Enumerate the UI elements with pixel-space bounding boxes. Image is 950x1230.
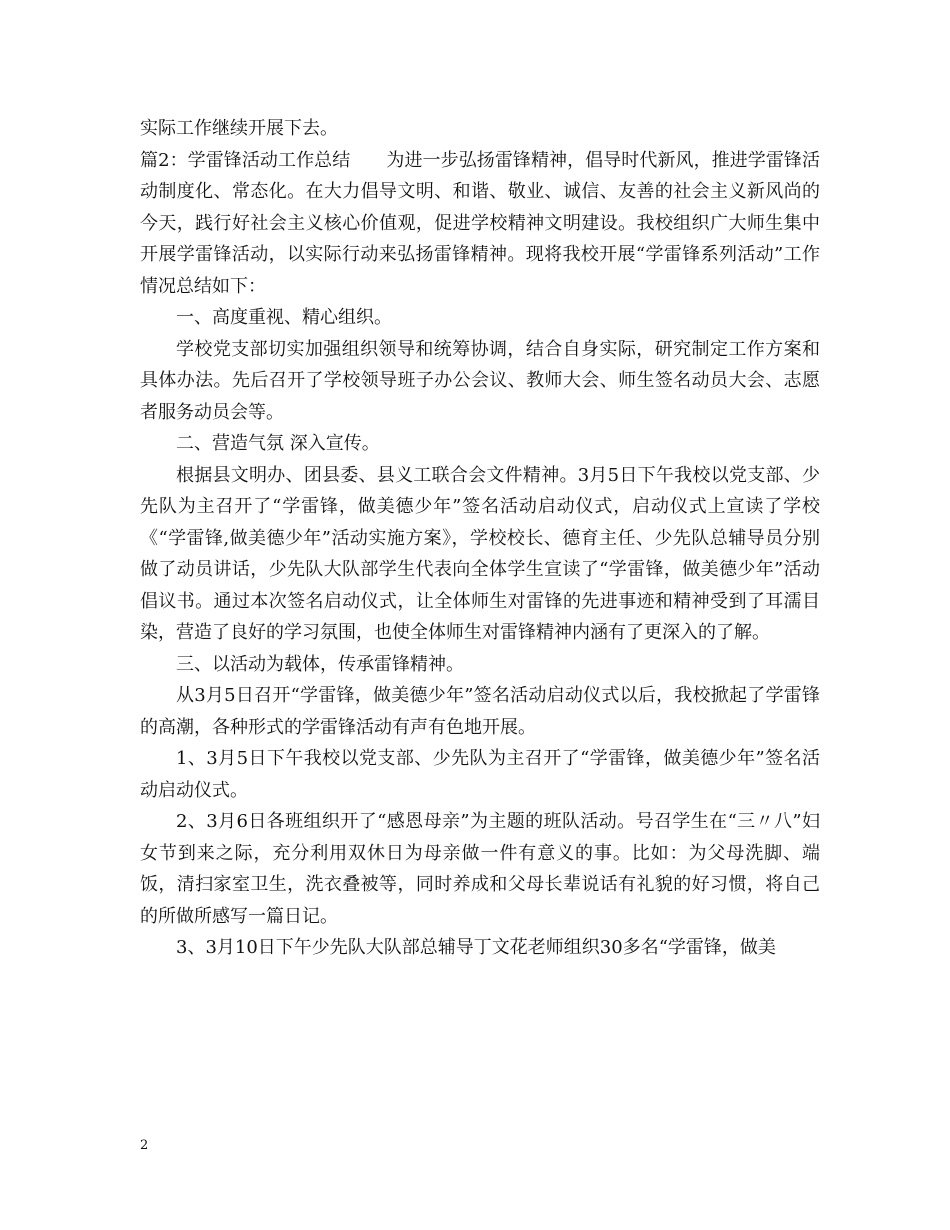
section-heading-3: 三、以活动为载体，传承雷锋精神。 [176,653,464,675]
section-heading-1: 一、高度重视、精心组织。 [176,307,392,328]
paragraph-organization: 学校党支部切实加强组织领导和统筹协调，结合自身实际，研究制定工作方案和具体办法。先后召开了学校领导班子办公会议、教师大会、师生签名动员大会、志愿者服务动员会等。 [140,338,820,423]
list-item-2: 2、3月6日各班组织开了“感恩母亲”为主题的班队活动。号召学生在“三〃八”妇女节到来之际，充分利用双休日为母亲做一件有意义的事。比如：为父母洗脚、端饭，清扫家室卫生，洗衣叠被等，同时养成和父母长辈说话有礼貌的好习惯，将自己的所做所感写一篇日记。 [140,811,820,927]
page-number: 2 [140,1138,149,1153]
paragraph-continuation: 实际工作继续开展下去。 [140,118,338,139]
document-body [140,113,820,964]
paragraph-chapter-intro: 篇2：学雷锋活动工作总结 为进一步弘扬雷锋精神，倡导时代新风，推进学雷锋活动制度化、常态化。在大力倡导文明、和谐、敬业、诚信、友善的社会主义新风尚的今天，践行好社会主义核心价值观，促进学校精神文明建设。我校组织广大师生集中开展学雷锋活动，以实际行动来弘扬雷锋精神。现将我校开展“学雷锋系列活动”工作情况总结如下： [140,149,820,297]
section-heading-2: 二、营造气氛 深入宣传。 [176,433,380,454]
paragraph-activities-intro: 从3月5日召开“学雷锋，做美德少年”签名活动启动仪式以后，我校掀起了学雷锋的高潮，各种形式的学雷锋活动有声有色地开展。 [140,685,820,738]
list-item-3: 3、3月10日下午少先队大队部总辅导丁文花老师组织30多名“学雷锋，做美 [176,937,776,958]
list-item-1: 1、3月5日下午我校以党支部、少先队为主召开了“学雷锋，做美德少年”签名活动启动仪式。 [140,748,820,801]
paragraph-publicity: 根据县文明办、团县委、县义工联合会文件精神。3月5日下午我校以党支部、少先队为主召开了“学雷锋，做美德少年”签名活动启动仪式，启动仪式上宣读了学校《“学雷锋,做美德少年”活动实施方案》，学校校长、德育主任、少先队总辅导员分别做了动员讲话，少先队大队部学生代表向全体学生宣读了“学雷锋，做美德少年”活动倡议书。通过本次签名启动仪式，让全体师生对雷锋的先进事迹和精神受到了耳濡目染，营造了良好的学习氛围，也使全体师生对雷锋精神内涵有了更深入的了解。 [140,464,820,643]
